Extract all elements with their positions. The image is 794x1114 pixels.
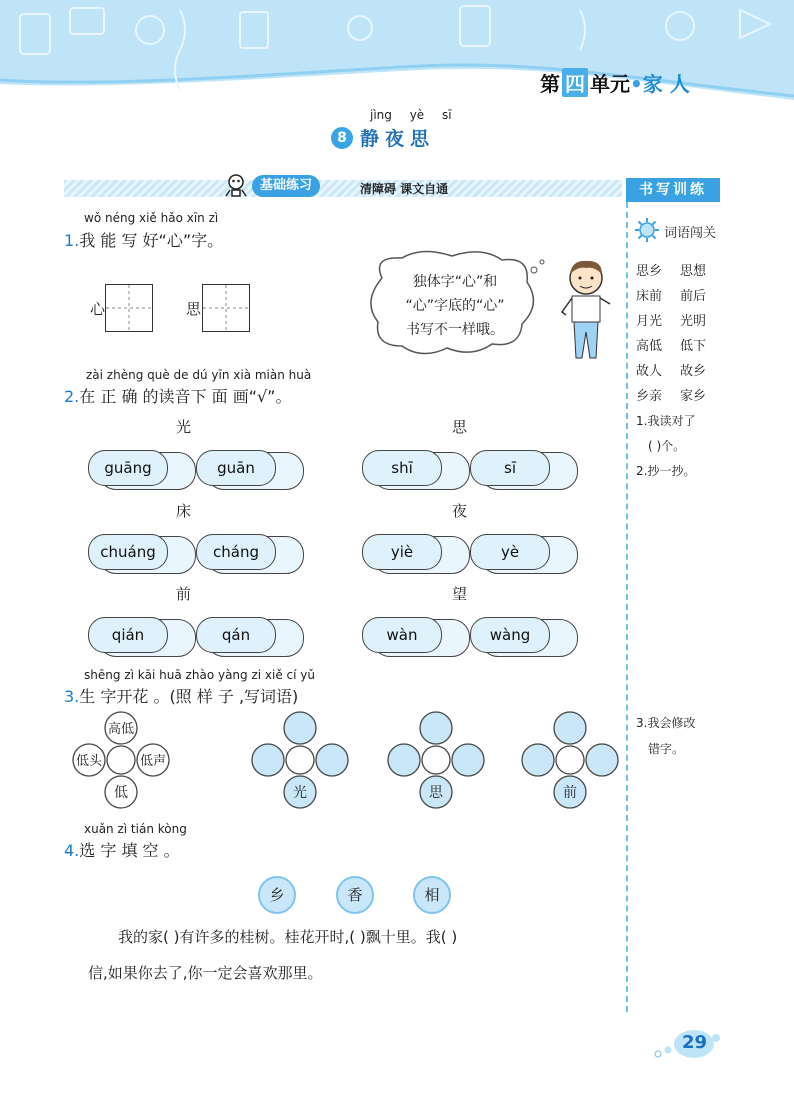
q1-char-2: 思: [186, 300, 202, 318]
choice-xiang-3[interactable]: 相: [413, 876, 451, 914]
fill-paragraph-line-2: 信,如果你去了,你一定会喜欢那里。: [88, 964, 323, 982]
sidebar-word-pair: [636, 385, 724, 404]
unit-theme: 家 人: [642, 72, 690, 96]
sidebar-note-3: 3.我会修改: [636, 716, 696, 730]
pinyin-option[interactable]: wàn: [362, 617, 442, 653]
pinyin-option[interactable]: cháng: [196, 534, 276, 570]
q4-prompt: [64, 838, 180, 861]
q2-char: 思: [452, 418, 468, 436]
q4-pinyin: xuǎn zì tián kòng: [84, 822, 187, 836]
sidebar-note-2: 2.抄一抄。: [636, 464, 696, 478]
page-number: 29: [682, 1032, 708, 1053]
q2-char: 床: [176, 502, 192, 520]
flower-label: 前: [563, 785, 577, 801]
lesson-title: 静夜思: [360, 128, 436, 150]
pinyin-option[interactable]: guān: [196, 450, 276, 486]
writing-grid-2[interactable]: [202, 284, 250, 332]
sidebar-word: 低下: [680, 339, 707, 354]
q2-char: 望: [452, 585, 468, 603]
q3-prompt: [64, 684, 298, 707]
sidebar-word: 思乡: [636, 264, 663, 279]
q4-text: 选 字 填 空 。: [79, 841, 180, 860]
bubble-line-2: “心”字底的“心”: [405, 298, 505, 314]
sidebar-word: 乡亲: [636, 389, 663, 404]
bubble-line-1: 独体字“心”和: [412, 274, 498, 290]
flower-label: 低声: [139, 754, 166, 769]
pinyin-option[interactable]: qián: [88, 617, 168, 653]
sidebar-word-pair: [636, 285, 724, 304]
sidebar-word: 前后: [680, 289, 707, 304]
sidebar-word-pair: [636, 260, 724, 279]
flower-label: 高低: [107, 722, 134, 737]
q2-char: 前: [176, 585, 192, 603]
sidebar-word-pair: [636, 310, 724, 329]
flower-label: 低头: [75, 754, 102, 769]
q3-pinyin: shēng zì kāi huā zhào yàng zi xiě cí yǔ: [84, 668, 315, 682]
sidebar-heading: 词语闯关: [664, 226, 717, 241]
pinyin-option[interactable]: yiè: [362, 534, 442, 570]
q2-text: 在 正 确 的读音下 面 画“√”。: [79, 387, 292, 406]
sidebar-word: 高低: [636, 339, 663, 354]
bubble-text: [380, 270, 530, 342]
sun-icon: [634, 217, 660, 243]
sidebar-note-3b: 错字。: [648, 742, 685, 756]
robot-icon: [222, 172, 250, 200]
pinyin-option[interactable]: chuáng: [88, 534, 168, 570]
sidebar-word-pair: [636, 360, 724, 379]
flower-label: 低: [114, 785, 128, 801]
writing-grid-1[interactable]: [105, 284, 153, 332]
section-subtitle: 清障碍 课文自通: [360, 182, 449, 196]
pinyin-option[interactable]: yè: [470, 534, 550, 570]
q2-number: 2.: [64, 387, 80, 406]
pinyin-option[interactable]: sī: [470, 450, 550, 486]
q1-char-1: 心: [90, 300, 106, 318]
sidebar-word: 光明: [680, 314, 707, 329]
q2-char: 夜: [452, 502, 468, 520]
sidebar-tab: 书写训练: [626, 178, 720, 202]
q1-pinyin: wǒ néng xiě hǎo xīn zì: [84, 211, 219, 225]
lesson-pinyin: jìng yè sī: [370, 108, 452, 122]
q4-number: 4.: [64, 841, 80, 860]
unit-suffix: 单元: [590, 72, 630, 96]
sidebar-note-1b: ( )个。: [648, 439, 686, 453]
sidebar-word-pair: [636, 335, 724, 354]
pinyin-option[interactable]: qán: [196, 617, 276, 653]
unit-prefix: 第: [540, 72, 560, 96]
sidebar-divider: [626, 202, 628, 1012]
flower-label: 思: [429, 785, 443, 801]
q3-number: 3.: [64, 687, 80, 706]
section-label: 基础练习: [252, 175, 320, 197]
pinyin-option[interactable]: shī: [362, 450, 442, 486]
q2-char: 光: [176, 418, 192, 436]
pinyin-option[interactable]: guāng: [88, 450, 168, 486]
q2-pinyin: zài zhèng què de dú yīn xià miàn huà: [86, 368, 312, 382]
sidebar-word: 思想: [680, 264, 707, 279]
sidebar-word: 床前: [636, 289, 663, 304]
boy-illustration: [558, 256, 614, 362]
q1-number: 1.: [64, 231, 80, 250]
choice-xiang-2[interactable]: 香: [336, 876, 374, 914]
choice-xiang-1[interactable]: 乡: [258, 876, 296, 914]
sidebar-word: 家乡: [680, 389, 707, 404]
q2-prompt: [64, 384, 291, 407]
sidebar-word: 故人: [636, 364, 663, 379]
flower-label: 光: [293, 785, 307, 801]
q1-text: 我 能 写 好“心”字。: [79, 231, 224, 250]
unit-title: [540, 68, 690, 97]
sidebar-note-1: 1.我读对了: [636, 414, 696, 428]
unit-number: 四: [562, 68, 588, 97]
sidebar-word: 故乡: [680, 364, 707, 379]
q1-prompt: [64, 228, 223, 251]
sidebar-word: 月光: [636, 314, 663, 329]
unit-dot: •: [630, 72, 643, 96]
q3-text: 生 字开花 。(照 样 子 ,写词语): [79, 687, 299, 706]
pinyin-option[interactable]: wàng: [470, 617, 550, 653]
lesson-number-badge: 8: [331, 127, 353, 149]
bubble-line-3: 书写不一样哦。: [406, 322, 504, 338]
fill-paragraph-line-1: 我的家( )有许多的桂树。桂花开时,( )飘十里。我( ): [118, 928, 458, 946]
section-banner-stripe: [64, 180, 622, 197]
